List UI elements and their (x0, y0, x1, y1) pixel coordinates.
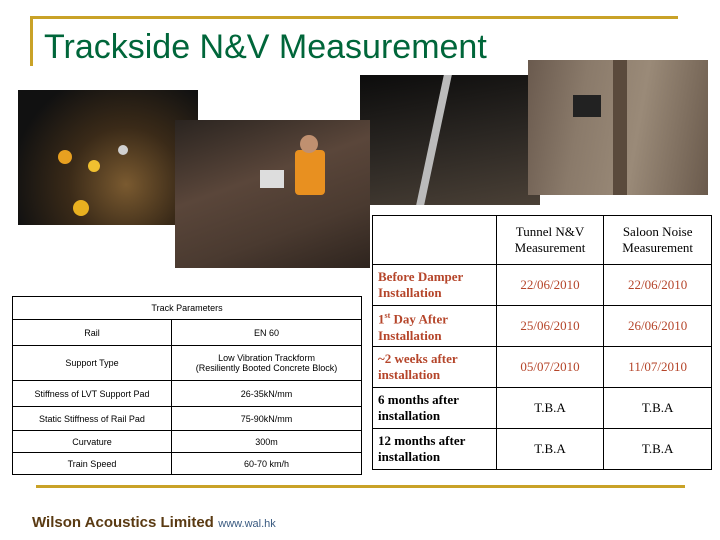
slide-title: Trackside N&V Measurement (44, 28, 487, 66)
header-saloon: Saloon Noise Measurement (604, 216, 712, 265)
param-label: Rail (13, 320, 172, 346)
photo-tunnel-workers (18, 90, 198, 225)
tunnel-date: 05/07/2010 (496, 347, 604, 388)
title-rule (30, 16, 33, 66)
param-value: 300m (172, 431, 362, 453)
param-value: 75-90kN/mm (172, 407, 362, 431)
header-tunnel: Tunnel N&V Measurement (496, 216, 604, 265)
param-value: EN 60 (172, 320, 362, 346)
measurement-schedule-table (372, 215, 712, 470)
param-label: Stiffness of LVT Support Pad (13, 381, 172, 407)
footer (32, 514, 276, 532)
row-label: 6 months after installation (373, 388, 497, 429)
top-rule (30, 16, 678, 19)
photo-track-rails (360, 75, 540, 205)
saloon-date: 11/07/2010 (604, 347, 712, 388)
param-value: 26-35kN/mm (172, 381, 362, 407)
bottom-rule (36, 485, 685, 488)
param-value: 60-70 km/h (172, 453, 362, 475)
saloon-date: 22/06/2010 (604, 265, 712, 306)
photo-engineer-laptop (175, 120, 370, 268)
photo-rail-sensor (528, 60, 708, 195)
label-num: 1 (378, 311, 385, 327)
saloon-date: 26/06/2010 (604, 306, 712, 347)
param-label: Curvature (13, 431, 172, 453)
param-label: Static Stiffness of Rail Pad (13, 407, 172, 431)
row-label (373, 306, 497, 347)
param-value (172, 346, 362, 381)
company-url[interactable]: www.wal.hk (218, 518, 276, 530)
label-sup: st (384, 311, 391, 321)
param-label: Support Type (13, 346, 172, 381)
company-name: Wilson Acoustics Limited (32, 514, 214, 531)
empty-header-cell (373, 216, 497, 265)
tunnel-date: T.B.A (496, 429, 604, 470)
tunnel-date: 25/06/2010 (496, 306, 604, 347)
row-label: Before Damper Installation (373, 265, 497, 306)
track-parameters-heading: Track Parameters (13, 297, 362, 320)
param-value-line: Low Vibration Trackform (218, 353, 315, 363)
tunnel-date: 22/06/2010 (496, 265, 604, 306)
tunnel-date: T.B.A (496, 388, 604, 429)
label-rest: Day After Installation (378, 311, 448, 343)
row-label: 12 months after installation (373, 429, 497, 470)
row-label: ~2 weeks after installation (373, 347, 497, 388)
param-value-line: (Resiliently Booted Concrete Block) (195, 363, 338, 373)
param-label: Train Speed (13, 453, 172, 475)
saloon-date: T.B.A (604, 388, 712, 429)
saloon-date: T.B.A (604, 429, 712, 470)
track-parameters-table (12, 296, 362, 475)
